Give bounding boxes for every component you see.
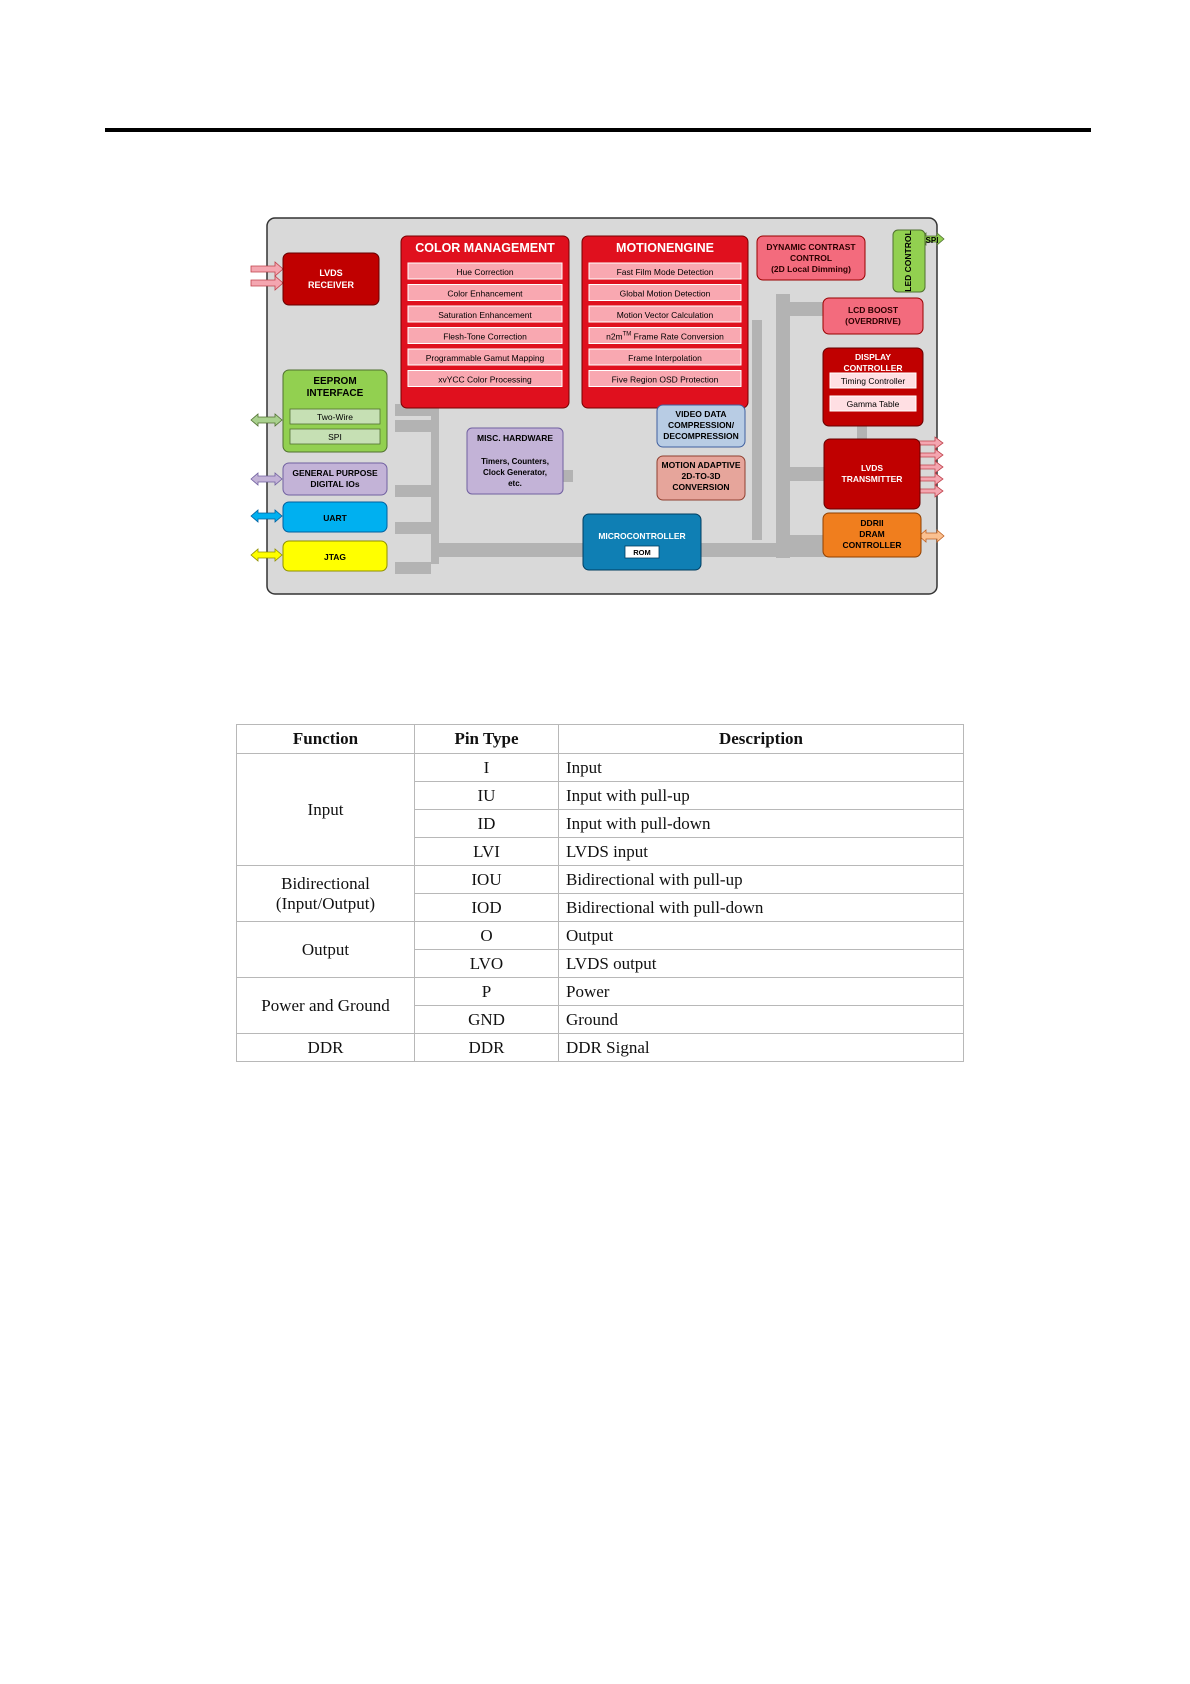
rom-label: ROM [633, 548, 651, 557]
text-line: VIDEO DATA [675, 409, 727, 419]
pin-type-cell: O [415, 922, 559, 950]
description-cell: Bidirectional with pull-up [559, 866, 964, 894]
led-control-label: LED CONTROL [903, 230, 913, 292]
text-line: INTERFACE [306, 388, 364, 399]
spi-out-label: SPI [925, 236, 939, 245]
lcd-boost-block [823, 298, 923, 334]
eeprom-block [283, 370, 387, 452]
timing-controller-label: Timing Controller [840, 376, 906, 386]
function-cell: Input [237, 754, 415, 866]
gamma-table-label: Gamma Table [846, 399, 900, 409]
pin-type-cell: DDR [415, 1034, 559, 1062]
text-line: MOTION ADAPTIVE [661, 460, 741, 470]
text-line: CONTROLLER [843, 363, 903, 373]
text-line: 2D-TO-3D [681, 471, 721, 481]
lvds-receiver-block [283, 253, 379, 305]
block-diagram [245, 212, 955, 602]
gpio-block [283, 463, 387, 495]
text-line: DIGITAL IOs [310, 479, 360, 489]
function-cell: Power and Ground [237, 978, 415, 1034]
description-cell: Input [559, 754, 964, 782]
feature-label: Programmable Gamut Mapping [425, 353, 545, 363]
pin-type-cell: ID [415, 810, 559, 838]
text-line: LVDS [860, 463, 884, 473]
ddr-controller-block [823, 513, 921, 557]
color-management-block [401, 236, 569, 408]
feature-label: xvYCC Color Processing [438, 374, 532, 385]
jtag-block [283, 541, 387, 571]
text-line: etc. [508, 479, 522, 488]
description-cell: Input with pull-up [559, 782, 964, 810]
header-rule [105, 128, 1091, 132]
text-line: DRAM [859, 529, 885, 539]
uart-block [283, 502, 387, 532]
misc-hardware-title: MISC. HARDWARE [476, 433, 554, 443]
text-line: LVDS [319, 268, 343, 278]
table-row [237, 866, 964, 894]
description-cell: Bidirectional with pull-down [559, 894, 964, 922]
pin-type-table [236, 724, 964, 1062]
pin-type-cell: IOD [415, 894, 559, 922]
uart-label: UART [323, 513, 347, 523]
lvds-transmitter-block [824, 439, 920, 509]
eeprom-title [307, 376, 364, 399]
jtag-label: JTAG [323, 552, 347, 562]
feature-label: Hue Correction [456, 267, 514, 277]
table-row [237, 1034, 964, 1062]
header-description: Description [559, 725, 964, 754]
led-control-block [893, 230, 925, 292]
text-line: Clock Generator, [482, 468, 548, 477]
table-row [237, 922, 964, 950]
table-row [237, 754, 964, 782]
text-line: DYNAMIC CONTRAST [766, 242, 856, 252]
pin-type-cell: LVI [415, 838, 559, 866]
text-line: DISPLAY [854, 352, 892, 362]
table-row [237, 978, 964, 1006]
text-line: CONTROLLER [842, 540, 902, 550]
color-management-title: COLOR MANAGEMENT [415, 241, 555, 255]
header-pin-type: Pin Type [415, 725, 559, 754]
motion-engine-title: MOTIONENGINE [616, 241, 714, 255]
function-cell: Bidirectional (Input/Output) [237, 866, 415, 922]
pin-type-cell: P [415, 978, 559, 1006]
text-line: (2D Local Dimming) [771, 264, 851, 274]
spi-label: SPI [328, 432, 342, 442]
video-data-block [657, 405, 745, 447]
two-wire-label: Two-Wire [317, 412, 353, 422]
description-cell: LVDS input [559, 838, 964, 866]
pin-type-cell: GND [415, 1006, 559, 1034]
text-line: TRANSMITTER [841, 474, 903, 484]
microcontroller-label: MICROCONTROLLER [598, 531, 686, 541]
text-line: Timers, Counters, [481, 457, 549, 466]
pin-table-header [237, 725, 964, 754]
motion-engine-block [582, 236, 748, 408]
feature-label: Frame Interpolation [628, 353, 702, 363]
feature-label: Color Enhancement [447, 288, 523, 299]
motion-adaptive-block [657, 456, 745, 500]
dynamic-contrast-block [757, 236, 865, 280]
description-cell: Output [559, 922, 964, 950]
text-line: CONVERSION [672, 482, 730, 492]
description-cell: Ground [559, 1006, 964, 1034]
function-cell: Output [237, 922, 415, 978]
pin-type-cell: I [415, 754, 559, 782]
microcontroller-block [583, 514, 701, 570]
feature-label: Five Region OSD Protection [611, 374, 719, 385]
text-line: EEPROM [313, 376, 357, 387]
description-cell: LVDS output [559, 950, 964, 978]
text-line: DECOMPRESSION [663, 431, 739, 441]
misc-hardware-block [467, 428, 563, 494]
text-line: COMPRESSION/ [667, 420, 735, 430]
feature-label: Global Motion Detection [619, 288, 711, 299]
pin-type-cell: LVO [415, 950, 559, 978]
text-line: LCD BOOST [847, 305, 899, 315]
text-line: GENERAL PURPOSE [292, 468, 378, 478]
pin-type-cell: IU [415, 782, 559, 810]
text-line: RECEIVER [307, 280, 355, 290]
feature-label: Fast Film Mode Detection [616, 267, 714, 277]
pin-type-cell: IOU [415, 866, 559, 894]
feature-label: Saturation Enhancement [438, 310, 532, 320]
description-cell: Power [559, 978, 964, 1006]
description-cell: DDR Signal [559, 1034, 964, 1062]
feature-label: Flesh-Tone Correction [443, 331, 527, 342]
display-controller-block [823, 348, 923, 426]
feature-label: n2m™ Frame Rate Conversion [606, 331, 724, 342]
description-cell: Input with pull-down [559, 810, 964, 838]
header-function: Function [237, 725, 415, 754]
text-line: (OVERDRIVE) [845, 316, 901, 326]
lcd-boost-label [845, 305, 901, 326]
text-line: CONTROL [789, 253, 833, 263]
function-cell: DDR [237, 1034, 415, 1062]
feature-label: Motion Vector Calculation [616, 310, 714, 320]
text-line: DDRII [860, 518, 884, 528]
